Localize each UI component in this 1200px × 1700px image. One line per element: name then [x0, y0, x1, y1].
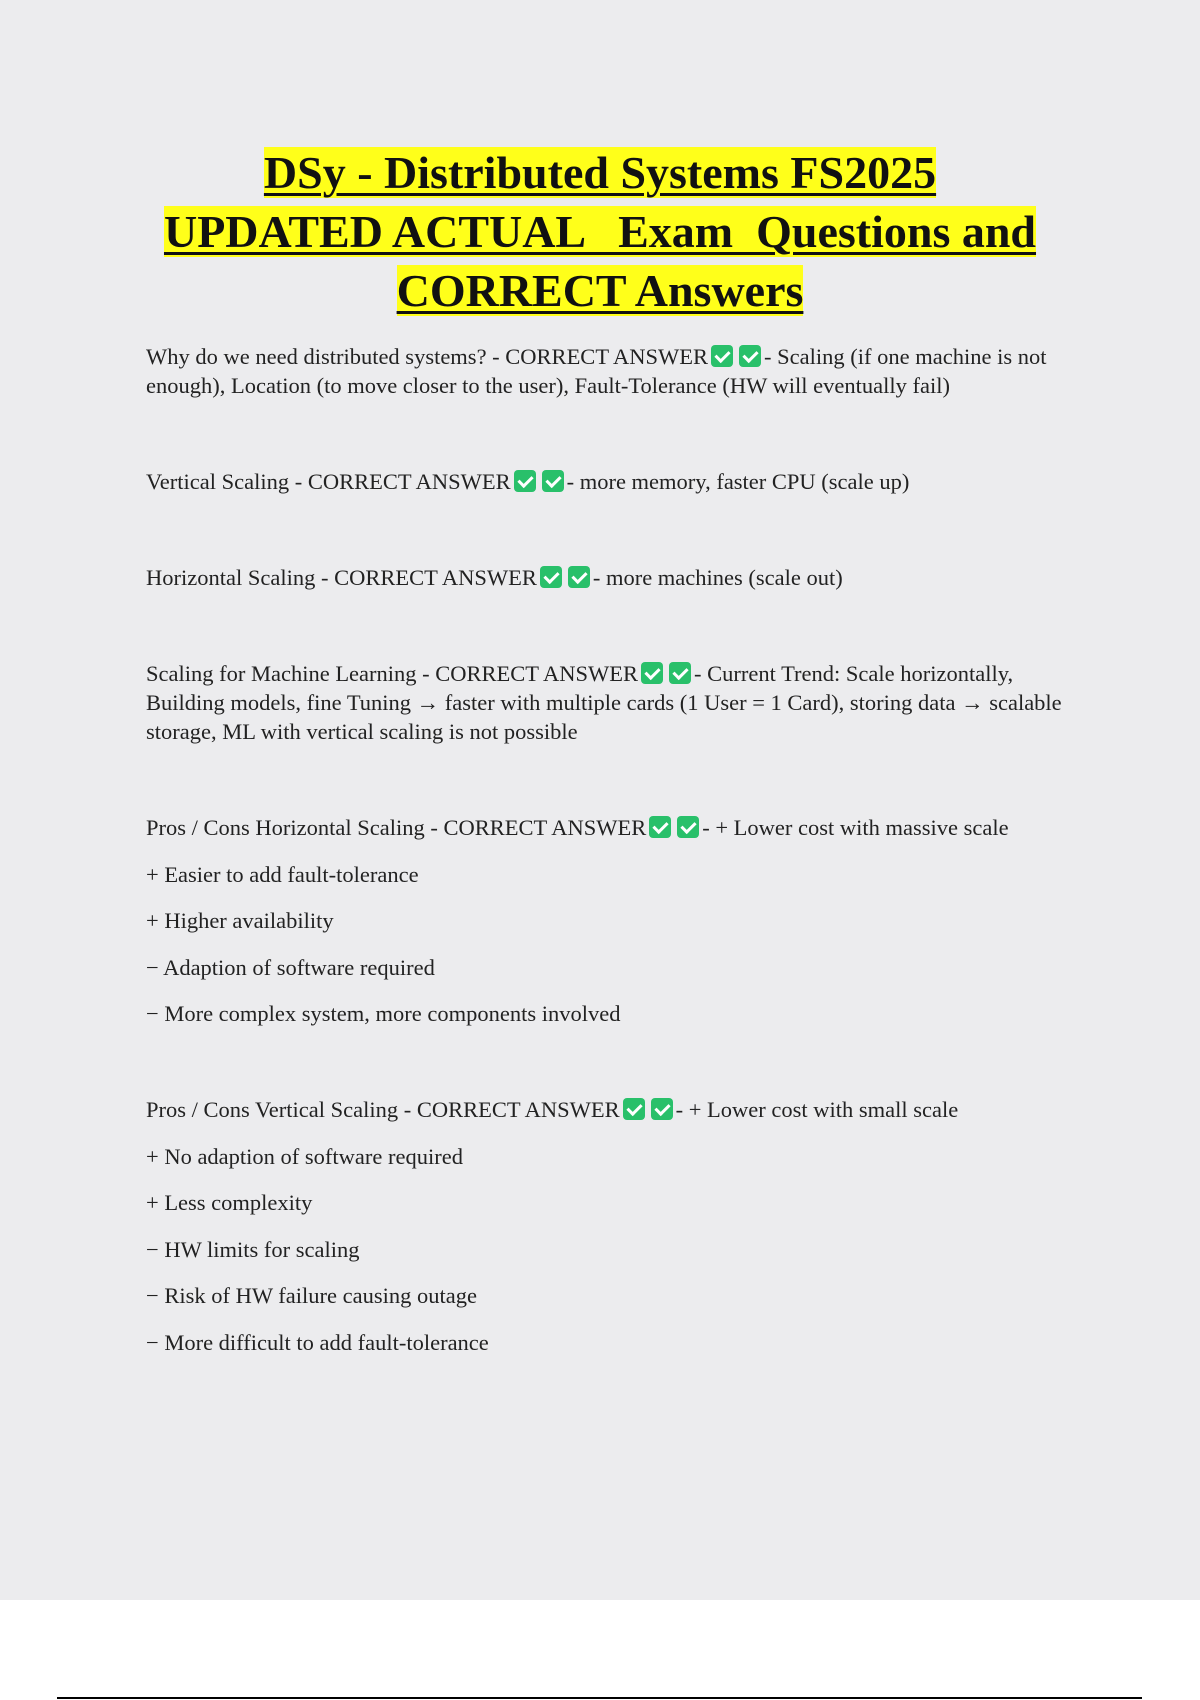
answer-label: CORRECT ANSWER	[435, 661, 639, 686]
check-mark-icon	[568, 566, 590, 588]
answer-text: - Current Trend: Scale horizontally, Building models, fine Tuning → faster with multiple cards (1 User = 1 Card), storing data → scalable storage, ML with vertical scaling is not possible	[146, 661, 1062, 744]
answer-label: CORRECT ANSWER	[334, 565, 537, 590]
pro-con-line: + Higher availability	[146, 908, 334, 933]
answer-text: - Scaling (if one machine is not enough), Location (to move closer to the user), Fault-Tolerance (HW will eventually fail)	[146, 344, 1047, 398]
answer-text: - + Lower cost with massive scale	[702, 815, 1009, 840]
question-text: Scaling for Machine Learning -	[146, 661, 436, 686]
question-text: Pros / Cons Vertical Scaling -	[146, 1097, 417, 1122]
pro-con-line: + No adaption of software required	[146, 1143, 463, 1169]
check-mark-icon	[651, 1098, 673, 1120]
qa-item	[146, 563, 1086, 592]
question-text: Horizontal Scaling -	[146, 565, 335, 590]
check-mark-icon	[542, 470, 564, 492]
check-mark-icon	[677, 816, 699, 838]
pro-con-line: − HW limits for scaling	[146, 1236, 360, 1262]
answer-label: CORRECT ANSWER	[307, 469, 511, 494]
qa-item	[146, 467, 1086, 496]
pro-con-line: + Less complexity	[146, 1190, 313, 1215]
qa-item	[146, 1095, 1086, 1357]
document-title	[100, 143, 1100, 320]
check-mark-icon	[711, 345, 733, 367]
question-text: Why do we need distributed systems? -	[146, 344, 506, 369]
pro-con-line: − Risk of HW failure causing outage	[146, 1283, 477, 1308]
pro-con-line: − Adaption of software required	[146, 954, 435, 980]
answer-label: CORRECT ANSWER	[505, 344, 709, 369]
qa-list	[146, 342, 1086, 1424]
answer-label: CORRECT ANSWER	[443, 815, 647, 840]
check-mark-icon	[641, 662, 663, 684]
qa-text	[146, 563, 1086, 592]
footer-divider	[57, 1697, 1142, 1699]
check-mark-icon	[739, 345, 761, 367]
pro-con-line: + Easier to add fault-tolerance	[146, 861, 419, 887]
qa-text	[146, 659, 1086, 746]
title-line: CORRECT Answers	[396, 265, 804, 316]
pro-con-line: − More difficult to add fault-tolerance	[146, 1329, 489, 1355]
title-line: UPDATED ACTUAL Exam Questions and	[163, 206, 1037, 257]
answer-text: - more memory, faster CPU (scale up)	[566, 469, 910, 494]
check-mark-icon	[649, 816, 671, 838]
check-mark-icon	[540, 566, 562, 588]
answer-label: CORRECT ANSWER	[416, 1097, 620, 1122]
answer-text: - more machines (scale out)	[592, 565, 843, 590]
qa-item	[146, 659, 1086, 746]
check-mark-icon	[623, 1098, 645, 1120]
check-mark-icon	[514, 470, 536, 492]
question-text: Vertical Scaling -	[146, 469, 308, 494]
check-mark-icon	[669, 662, 691, 684]
pro-con-line: − More complex system, more components involved	[146, 1001, 621, 1026]
title-line: DSy - Distributed Systems FS2025	[263, 147, 937, 198]
qa-text	[146, 467, 1086, 496]
qa-text	[146, 1095, 1086, 1124]
answer-text: - + Lower cost with small scale	[675, 1097, 959, 1122]
qa-text	[146, 342, 1086, 400]
qa-item	[146, 813, 1086, 1028]
qa-text	[146, 813, 1086, 842]
qa-item	[146, 342, 1086, 400]
question-text: Pros / Cons Horizontal Scaling -	[146, 815, 444, 840]
